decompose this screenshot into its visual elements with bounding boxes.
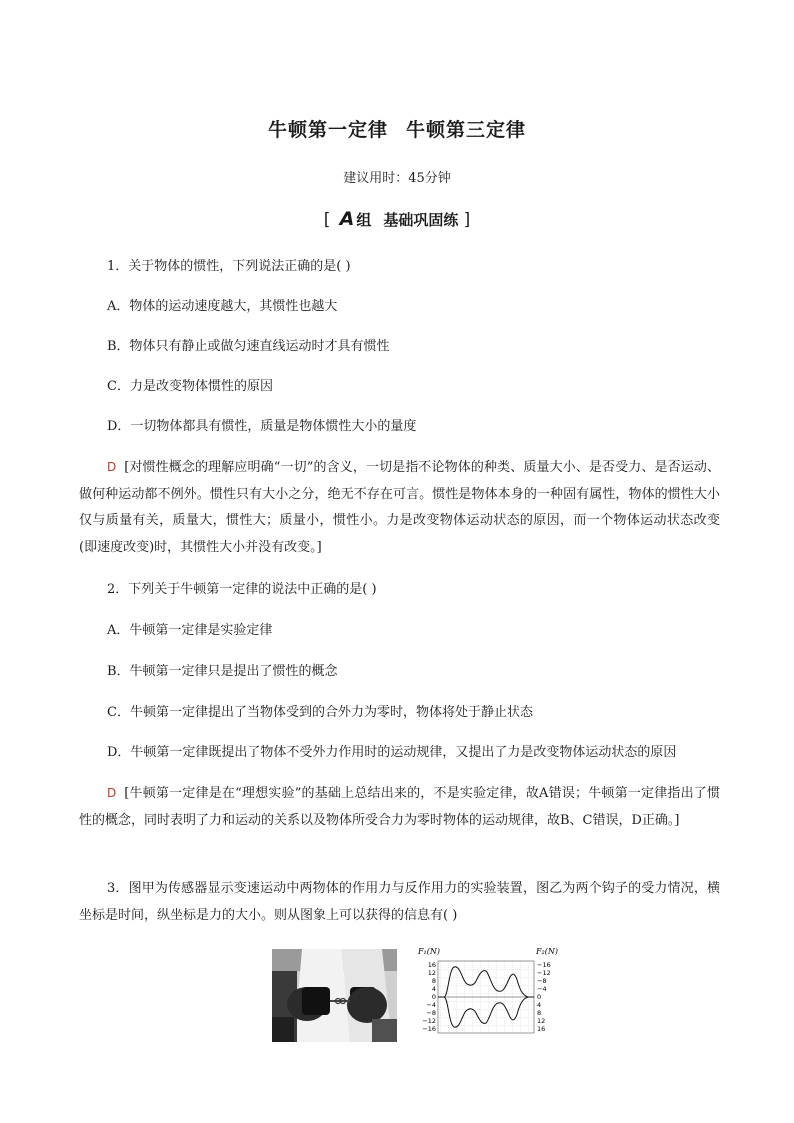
right-tick: 8 (537, 1009, 542, 1017)
left-tick: −8 (426, 1009, 436, 1017)
q2-explanation-text: [牛顿第一定律是在“理想实验”的基础上总结出来的，不是实验定律，故A错误；牛顿第一定律指出了惯性的概念，同时表明了力和运动的关系以及物体所受合力为零时物体的运动规律，故B、C错误，D正确。] (79, 786, 720, 828)
q1-explanation-text: [对惯性概念的理解应明确“一切”的含义，一切是指不论物体的种类、质量大小、是否受力、是否运动、做何种运动都不例外。惯性只有大小之分，绝无不存在可言。惯性是物体本身的一种固有属性，物体的惯性大小仅与质量有关，质量大，惯性大；质量小，惯性小。力是改变物体运动状态的原因，而一个物体运动状态改变(即速度改变)时，其惯性大小并没有改变。] (79, 460, 720, 555)
right-tick: 0 (537, 993, 542, 1001)
q2-option-d: D．牛顿第一定律既提出了物体不受外力作用时的运动规律，又提出了力是改变物体运动状态的原因 (107, 745, 677, 760)
left-tick: 4 (431, 985, 436, 993)
title-part-1: 牛顿第一定律 (267, 119, 388, 141)
title-part-2: 牛顿第三定律 (406, 119, 527, 141)
q2-answer: D (107, 786, 117, 800)
section-bracket-close: ] (463, 210, 471, 230)
right-tick: 12 (537, 1017, 546, 1025)
q3-stem: 3．图甲为传感器显示变速运动中两物体的作用力与反作用力的实验装置，图乙为两个钩子的受力情况，横坐标是时间，纵坐标是力的大小。则从图象上可以获得的信息有( ) (79, 881, 720, 923)
q1-explanation (79, 454, 720, 561)
q1-option-c: C．力是改变物体惯性的原因 (107, 379, 273, 394)
right-tick: 16 (537, 1025, 546, 1033)
section-heading (0, 208, 794, 230)
q2-option-b: B．牛顿第一定律只是提出了惯性的概念 (107, 664, 338, 679)
apparatus-photo (272, 949, 397, 1042)
left-tick: 0 (431, 993, 436, 1001)
left-tick: 16 (427, 961, 436, 969)
q2-explanation (79, 780, 720, 834)
section-bracket-open: [ (323, 210, 331, 230)
section-name: 基础巩固练 (383, 211, 459, 229)
section-label: 组 (356, 211, 372, 229)
page-title (0, 115, 794, 142)
left-tick: 8 (431, 977, 436, 985)
left-tick: −4 (426, 1001, 436, 1009)
force-time-graph (416, 945, 566, 1041)
right-tick: −16 (537, 961, 551, 969)
left-tick: −16 (422, 1025, 436, 1033)
q2-option-c: C．牛顿第一定律提出了当物体受到的合外力为零时，物体将处于静止状态 (107, 705, 533, 720)
q2-stem: 2．下列关于牛顿第一定律的说法中正确的是( ) (107, 582, 377, 597)
right-tick: −12 (537, 969, 551, 977)
section-letter: A (339, 208, 355, 230)
left-tick: −12 (422, 1017, 436, 1025)
q1-answer: D (107, 460, 117, 474)
left-tick: 12 (427, 969, 436, 977)
left-axis-label: F₁(N) (418, 947, 440, 956)
q1-option-d: D．一切物体都具有惯性，质量是物体惯性大小的量度 (107, 419, 417, 434)
q1-stem: 1．关于物体的惯性，下列说法正确的是( ) (107, 259, 351, 274)
right-tick: 4 (537, 1001, 542, 1009)
right-tick: −8 (537, 977, 547, 985)
right-axis-label: F₂(N) (536, 947, 558, 956)
suggested-time: 建议用时：45分钟 (343, 171, 451, 186)
right-tick: −4 (537, 985, 547, 993)
q1-option-a: A．物体的运动速度越大，其惯性也越大 (107, 299, 338, 314)
q1-option-b: B．物体只有静止或做匀速直线运动时才具有惯性 (107, 339, 390, 354)
q2-option-a: A．牛顿第一定律是实验定律 (107, 623, 273, 638)
